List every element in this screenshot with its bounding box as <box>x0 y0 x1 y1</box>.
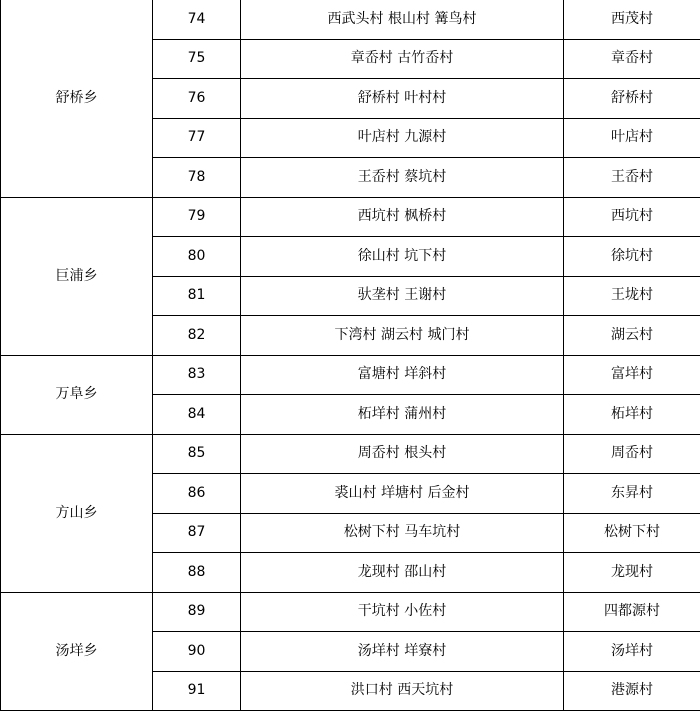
row-number: 84 <box>153 395 241 435</box>
row-number: 87 <box>153 513 241 553</box>
table-row <box>1 592 700 632</box>
original-villages: 下湾村 湖云村 城门村 <box>241 316 564 356</box>
merged-village: 章岙村 <box>564 39 700 79</box>
merged-village: 舒桥村 <box>564 79 700 119</box>
original-villages: 汤垟村 垟寮村 <box>241 632 564 672</box>
township-cell: 万阜乡 <box>1 355 153 434</box>
merged-village: 湖云村 <box>564 316 700 356</box>
merged-village: 富垟村 <box>564 355 700 395</box>
merged-village: 王岙村 <box>564 158 700 198</box>
township-cell: 方山乡 <box>1 434 153 592</box>
original-villages: 龙现村 邵山村 <box>241 553 564 593</box>
row-number: 85 <box>153 434 241 474</box>
township-cell: 舒桥乡 <box>1 0 153 197</box>
table-body <box>1 0 700 711</box>
row-number: 75 <box>153 39 241 79</box>
row-number: 86 <box>153 474 241 514</box>
row-number: 88 <box>153 553 241 593</box>
row-number: 78 <box>153 158 241 198</box>
merged-village: 东昇村 <box>564 474 700 514</box>
row-number: 77 <box>153 118 241 158</box>
original-villages: 柘垟村 蒲州村 <box>241 395 564 435</box>
original-villages: 松树下村 马车坑村 <box>241 513 564 553</box>
table-row <box>1 0 700 39</box>
merged-village: 汤垟村 <box>564 632 700 672</box>
row-number: 81 <box>153 276 241 316</box>
row-number: 79 <box>153 197 241 237</box>
original-villages: 裘山村 垟塘村 后金村 <box>241 474 564 514</box>
row-number: 76 <box>153 79 241 119</box>
original-villages: 西坑村 枫桥村 <box>241 197 564 237</box>
merged-village: 柘垟村 <box>564 395 700 435</box>
merged-village: 徐坑村 <box>564 237 700 277</box>
merged-village: 四都源村 <box>564 592 700 632</box>
row-number: 80 <box>153 237 241 277</box>
original-villages: 舒桥村 叶村村 <box>241 79 564 119</box>
township-cell: 汤垟乡 <box>1 592 153 711</box>
table-row <box>1 434 700 474</box>
row-number: 90 <box>153 632 241 672</box>
merged-village: 松树下村 <box>564 513 700 553</box>
original-villages: 叶店村 九源村 <box>241 118 564 158</box>
row-number: 89 <box>153 592 241 632</box>
row-number: 91 <box>153 671 241 711</box>
merged-village: 西茂村 <box>564 0 700 39</box>
row-number: 82 <box>153 316 241 356</box>
original-villages: 章岙村 古竹岙村 <box>241 39 564 79</box>
merged-village: 西坑村 <box>564 197 700 237</box>
original-villages: 西武头村 根山村 篝鸟村 <box>241 0 564 39</box>
original-villages: 周岙村 根头村 <box>241 434 564 474</box>
merged-village: 叶店村 <box>564 118 700 158</box>
row-number: 83 <box>153 355 241 395</box>
township-cell: 巨浦乡 <box>1 197 153 355</box>
table-row <box>1 355 700 395</box>
table-row <box>1 197 700 237</box>
original-villages: 洪口村 西天坑村 <box>241 671 564 711</box>
original-villages: 徐山村 坑下村 <box>241 237 564 277</box>
original-villages: 富塘村 垟斜村 <box>241 355 564 395</box>
merged-village: 周岙村 <box>564 434 700 474</box>
original-villages: 驮垄村 王谢村 <box>241 276 564 316</box>
merged-village: 王垅村 <box>564 276 700 316</box>
row-number: 74 <box>153 0 241 39</box>
original-villages: 王岙村 蔡坑村 <box>241 158 564 198</box>
merged-village: 龙现村 <box>564 553 700 593</box>
merged-village: 港源村 <box>564 671 700 711</box>
original-villages: 干坑村 小佐村 <box>241 592 564 632</box>
